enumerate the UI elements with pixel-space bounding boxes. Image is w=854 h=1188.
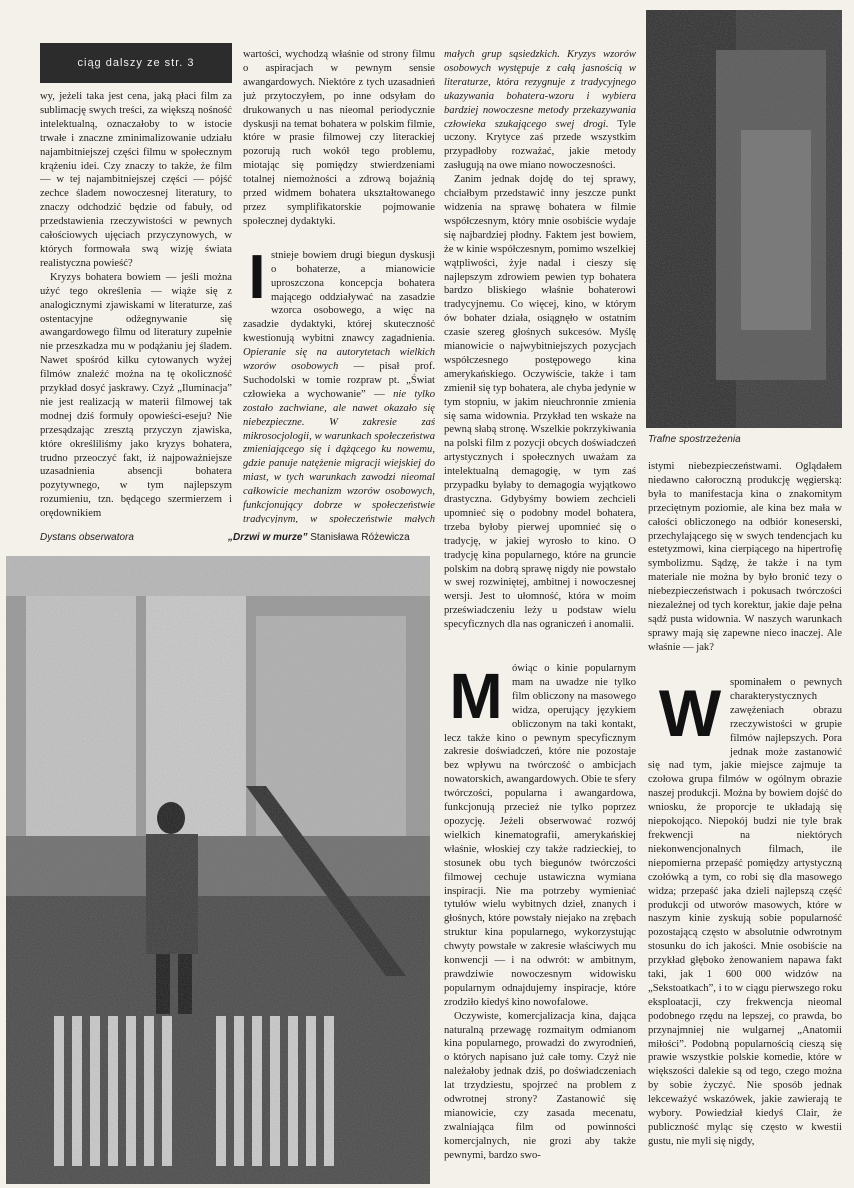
text-column-4-lower <box>648 676 842 1182</box>
dropcap-M: M <box>449 660 503 732</box>
dropcap-W: W <box>658 676 722 750</box>
caption-drzwi-title: „Drzwi w murze” <box>228 532 308 543</box>
paragraph: wy, jeżeli taka jest cena, jaką płaci film za sublimację swych treści, za większą nośność intelektualną, oznaczałoby to w istocie trwałe i znaczne zminimalizowanie udziału najambitniejszej części filmu w społecznym krążeniu idei. Czy znaczy to także, że film — w tej najambitniejszej części — pójść zechce śladem nowoczesnej literatury, to znaczy odchodzić będzie od fabuły, od przedstawienia rzeczywistości w pewnych całościowych ujęciach przyczynowych, w których formowała swą wizję świata realistyczna powieść? <box>40 91 232 269</box>
caption-drzwi <box>228 532 410 543</box>
text-column-1 <box>40 90 232 522</box>
photo-top-right <box>646 10 842 428</box>
text-column-3-lower <box>444 662 636 1182</box>
paragraph-with-dropcap: spominałem o pewnych charakterystycznych zawężeniach obrazu rzeczywistości w grupie filmów najlepszych. Pora jednak może zastanowić się nad tym, jakie miejsce zajmuje ta czołowa grupa filmów w ogólnym obrazie naszej produkcji. Można by bowiem dojść do wniosku, że proporcje te układają się niepokojąco. Niepokój budzi nie tyle brak frekwencji na niektórych niekonwencjonalnych filmach, ile niepomierna przepaść pomiędzy artystyczną czołówką a tym, co robi się dla masowego widza; przepaść jaka dzieli najlepszą część produkcji od utworów masowych, które w naszym kinie zyskują sobie popularność pozostającą często w absolutnie odwrotnym stosunku do ich jakości. Mnie osobiście na przykład głęboko żenowaniem napawa fakt taki, jak 1 600 000 widzów na „Sekstoatkach”, i to w ciągu pierwszego roku eksploatacji, czy frekwencja nieomal podobnego rzędu na lepszej, co prawda, bo przynajmniej nie wulgarnej „Anatomii miłości”. Podobną popularnością cieszą się prawie wszystkie polskie komedie, które w większości dalekie są od tego, czego można by sobie życzyć. Nie sposób jednak lekceważyć wskazówek, jakie zawierają te wybory. Powiedział kiedyś Clair, że publiczność myląc się często w kwestii gustu, nie myli się nigdy, <box>648 677 842 1147</box>
paragraph: Oczywiste, komercjalizacja kina, dająca naturalną przewagę rozmaitym odmianom kina popularnego, prowadzi do zwyrodnień, o których napisano już całe tomy. Czyż nie należałoby jednak dziś, po doświadczeniach lat trzydziestu, spojrzeć na problem z odwrotnej strony? Zastanowić się mianowicie, czy zasada mecenatu, zwalniająca film od powinności komercjalnych, nie grozi aby także pewnymi, bardzo swo- <box>444 1010 636 1161</box>
paragraph: istymi niebezpieczeństwami. Oglądałem niedawno całoroczną produkcję węgierską: była to manifestacja kina o znakomitym przeciętnym poziomie, ale kina bez mała w całości obliczonego na odbiór koneserski, przechylającego się w swych tendencjach ku estetyzmowi, kina cierpiącego na hipertrofię symbolizmu. Sądzę, że także i na tym materiale nie można by było bronić tezy o niebezpieczeństwach i pokusach twórczości niezależnej od tych korektur, jakie daje pełna sądź pusta widownia. W naszych warunkach sprawy mają się zapewne nieco inaczej. Ale właśnie — jak? <box>648 461 842 653</box>
paragraph: Zanim jednak dojdę do tej sprawy, chciałbym przedstawić inny jeszcze punkt widzenia na sprawę bohatera w filmie współczesnym, który mnie osobiście wydaje się najbardziej płodny. Faktem jest bowiem, że w kinie współczesnym, pomimo wszelkiej wątpliwości, żyje nadal i cieszy się najlepszym zdrowiem pewien typ bohatera bardzo bliskiego właśnie bohaterowi tradycyjnemu. Co więcej, kino, w którym ów bohater działa, osiągnęło w ostatnim czasie szereg głośnych sukcesów. Myślę mianowicie o najwybitniejszych pozycjach współczesnego postępowego kina amerykańskiego. Oczywiście, także i tam zmienił się typ bohatera, ale chyba jedynie w tym stopniu, w jakim nieuchronnie zmienia się sama widownia. Przykład ten wskaże na pewną słabą stronę. Wszelkie pokrzykiwania na polski film z pozycji obcych doświadczeń artystycznych i społecznych uważam za intelektualną demagogię, w tym zaś przypadku byłaby to demagogia wyjątkowo drastyczna. Gdybyśmy bowiem zechcieli upomnieć się o podobny model bohatera, trzeba byłoby pierwej upomnieć się o tradycję, w jakiej wyrosło to kino. O tradycję kina popularnego, które na gruncie polskim na dobrą sprawę nigdy nie powstało w swej rozwiniętej, ambitnej i nowoczesnej wersji. Jest to ułomność, która w moim przeświadczeniu leży u podstaw wielu specyficznych dla nas ograniczeń i anomalii. <box>444 174 636 631</box>
paragraph-with-dropcap: ówiąc o kinie popularnym mam na uwadze nie tylko film obliczony na masowego widza, operujący językiem obliczonym na taki kontakt, lecz także kino o pewnym specyficznym zakresie doświadczeń, które nie pozostaje bez wpływu na twórczość o ambicjach nowatorskich, awangardowych. Obie te sfery twórczości, popularna i awangardowa, funkcjonują przecież nie tylko poprzez opozycję. Jeżeli obserwować rozwój wielkich kinematografii, amerykańskiej właśnie, włoskiej czy także radzieckiej, to stosunek obu tych biegunów twórczości filmowej cechuje ustawiczna wymiana inspiracji. Nie ma potrzeby wymieniać tytułów wielu wybitnych dzieł, znanych i głośnych, które powstały niejako na zrębach struktur kina popularnego, wykorzystując chwyty powstałe w zakresie właściwych mu konwencji — i na odwrót: w ambitnym, prawdziwie nowoczesnym widowisku popularnym odnajdujemy inspiracje, które zrodziło kiedyś kino nowofalowe. <box>444 663 636 1008</box>
paragraph: wartości, wychodzą właśnie od strony filmu o aspiracjach w pewnym sensie awangardowych. Niektóre z tych uzasadnień już przytoczyłem, po inne odsyłam do drukowanych u nas nieomal periodycznie dyskusji na temat bohatera w polskim filmie, które w prasie filmowej czy literackiej pozorują ruch wokół tego problemu, miotając się pomiędzy stwierdzeniami totalnej niemożności a zdrową bojaźnią przed widmem bohatera ukształtowanego przez symplifikatorskie pojmowanie społecznej dydaktyki. <box>243 49 435 227</box>
text-column-4 <box>648 460 842 660</box>
paragraph: małych grup sąsiedzkich. Kryzys wzorów osobowych występuje z całą jasnością w literaturze, która rezygnuje z tradycyjnego ukazywania bohatera-wzoru i wybiera bardziej nowoczesne metody przekazywania człowieka szukającego swej drogi. Tyle uczony. Krytyce zaś przede wszystkim przypadłoby rozważać, jakie metody zasługują na owe miano nowoczesności. <box>444 49 636 172</box>
photo-top-right-image <box>646 10 842 428</box>
text-column-3 <box>444 48 636 642</box>
continuation-tag: ciąg dalszy ze str. 3 <box>40 43 232 83</box>
paragraph-with-dropcap: stnieje bowiem drugi biegun dyskusji o bohaterze, a mianowicie uproszczona koncepcja bohatera mającego oddziaływać na zasadzie wzorca osobowego, a więc na zasadzie dydaktyki, której skuteczność kwestionują wybitni znawcy zagadnienia. Opieranie się na autorytetach wielkich wzorów osobowych — pisał prof. Suchodolski w tomie rozpraw pt. „Świat człowieka a wychowanie” — nie tylko zostało zachwiane, ale nawet okazało się niebezpieczne. W zakresie zaś mikrosocjologii, w warunkach społeczeństwa zmieniającego się i dążącego ku nowemu, gdzie panuje natężenie migracji wiejskiej do miast, w tych warunkach zawodzi nieomal całkowicie mechanizm wzorów osobowych, funkcjonujący dobrze w społeczeństwie tradycyjnym, w społeczeństwie małych <box>243 249 435 523</box>
paragraph: Kryzys bohatera bowiem — jeśli można użyć tego określenia — wiąże się z analogicznymi zjawiskami w literaturze, zaś ostentacyjne odżegnywanie się awangardowego filmu od literatury zupełnie nie przeszkadza mu w podążaniu jej śladem. Nawet spośród kilku cytowanych wyżej filmów znaleźć można na tę okoliczność przykład dosyć jaskrawy. Czyż „Iluminacja” nie jest realizacją w materii filmowej tak modnej dziś formuły opowieści-eseju? Nie przesądzając zresztą przyczyn zjawiska, które określiliśmy jako kryzys bohatera, trudno przeoczyć fakt, iż najpoważniejsze uzasadnienia absencji bohatera pozytywnego, w tym najlepszym rozumieniu, tzn. będącego szermierzem i orędownikiem <box>40 271 232 520</box>
dropcap-I: I <box>248 243 266 312</box>
photo-drzwi-w-murze <box>6 556 430 1184</box>
dropcap-W-spacer <box>648 676 730 750</box>
caption-dystans: Dystans obserwatora <box>40 532 134 543</box>
caption-trafne: Trafne spostrzeżenia <box>648 434 741 445</box>
text-column-2 <box>243 48 435 523</box>
photo-drzwi-image <box>6 556 430 1184</box>
dropcap-M-spacer <box>444 662 512 718</box>
caption-drzwi-author: Stanisława Różewicza <box>310 532 410 543</box>
